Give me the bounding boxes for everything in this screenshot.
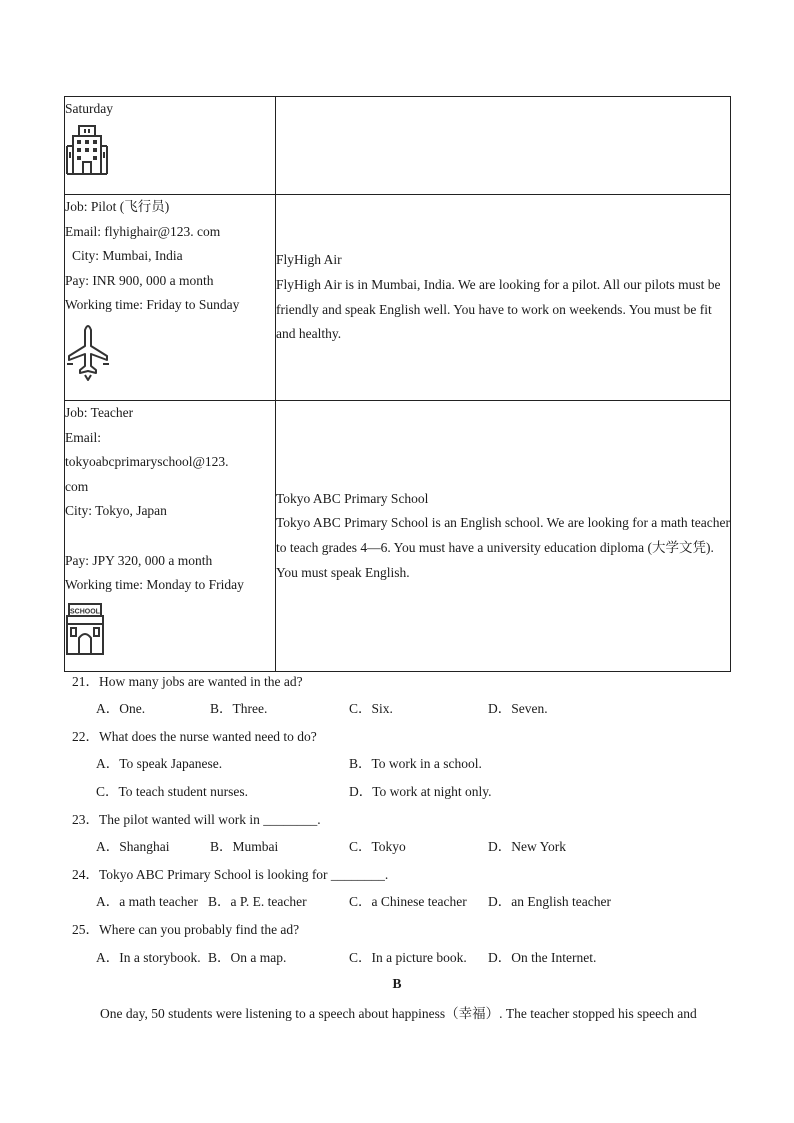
airplane-icon <box>65 320 275 391</box>
question-23-option-d: D．New York <box>488 839 567 854</box>
question-25-option-d: D．On the Internet. <box>488 950 597 965</box>
question-24-option-c: C．a Chinese teacher <box>349 894 467 909</box>
section-b-heading: B <box>392 976 402 991</box>
teacher-working-time: Working time: Monday to Friday <box>65 577 244 593</box>
question-25-option-c: C．In a picture book. <box>349 950 467 965</box>
pilot-left-cell <box>65 195 276 401</box>
section-b-passage: One day, 50 students were listening to a speech about happiness（幸福）. The teacher stopped his speech and <box>100 1006 697 1021</box>
teacher-email-line1: tokyoabcprimaryschool@123. <box>65 454 229 470</box>
pilot-city: City: Mumbai, India <box>72 248 183 264</box>
pilot-right-cell <box>276 195 731 401</box>
pilot-job: Job: Pilot (飞行员) <box>65 199 170 214</box>
teacher-company: Tokyo ABC Primary School <box>276 490 429 506</box>
pilot-working-time: Working time: Friday to Sunday <box>65 297 240 313</box>
teacher-job: Job: Teacher <box>65 405 134 420</box>
pilot-email: Email: flyhighair@123. com <box>65 223 221 239</box>
question-25-option-b: B．On a map. <box>208 950 287 965</box>
pilot-pay: Pay: INR 900, 000 a month <box>65 272 214 288</box>
saturday-right-cell <box>276 97 731 195</box>
teacher-description: Tokyo ABC Primary School is an English school. We are looking for a math teacher to teach grades 4—6. You must have a university education diploma (大学文凭). You must speak English. <box>276 515 731 580</box>
school-icon <box>65 600 275 665</box>
saturday-label: Saturday <box>65 101 113 116</box>
teacher-email-label: Email: <box>65 429 101 445</box>
teacher-right-cell <box>276 401 731 672</box>
pilot-company: FlyHigh Air <box>276 252 342 268</box>
teacher-city: City: Tokyo, Japan <box>65 503 167 519</box>
question-21-stem: 21．How many jobs are wanted in the ad? <box>72 674 303 689</box>
question-25-option-a: A．In a storybook. <box>96 950 201 965</box>
building-icon <box>65 124 275 185</box>
question-24-option-d: D．an English teacher <box>488 894 611 909</box>
question-21-option-d: D．Seven. <box>488 701 548 716</box>
question-22-option-d: D．To work at night only. <box>349 784 492 799</box>
question-23-stem: 23．The pilot wanted will work in ________. <box>72 812 321 827</box>
question-22-option-c: C．To teach student nurses. <box>96 784 249 799</box>
question-25-stem: 25．Where can you probably find the ad? <box>72 922 300 937</box>
saturday-left-cell <box>65 97 276 195</box>
question-22-option-b: B．To work in a school. <box>349 756 482 771</box>
pilot-description: FlyHigh Air is in Mumbai, India. We are looking for a pilot. All our pilots must be friendly and speak English well. You have to work on weekends. You must be fit and healthy. <box>276 276 721 342</box>
question-24-stem: 24．Tokyo ABC Primary School is looking for ________. <box>72 867 389 882</box>
question-24-option-b: B．a P. E. teacher <box>208 894 307 909</box>
teacher-email-line2: com <box>65 478 89 494</box>
table-row-saturday <box>65 97 731 195</box>
question-24-option-a: A．a math teacher <box>96 894 198 909</box>
table-row-pilot <box>65 195 731 401</box>
question-23-option-c: C．Tokyo <box>349 839 406 854</box>
job-ads-table <box>64 96 731 672</box>
school-icon-label: SCHOOL <box>70 608 100 616</box>
teacher-pay: Pay: JPY 320, 000 a month <box>65 552 213 568</box>
teacher-left-cell <box>65 401 276 672</box>
question-22-option-a: A．To speak Japanese. <box>96 756 223 771</box>
question-21-option-a: A．One. <box>96 701 146 716</box>
question-21-option-c: C．Six. <box>349 701 393 716</box>
table-row-teacher <box>65 401 731 672</box>
question-21-option-b: B．Three. <box>210 701 268 716</box>
question-22-stem: 22．What does the nurse wanted need to do? <box>72 729 317 744</box>
question-23-option-b: B．Mumbai <box>210 839 279 854</box>
question-23-option-a: A．Shanghai <box>96 839 170 854</box>
